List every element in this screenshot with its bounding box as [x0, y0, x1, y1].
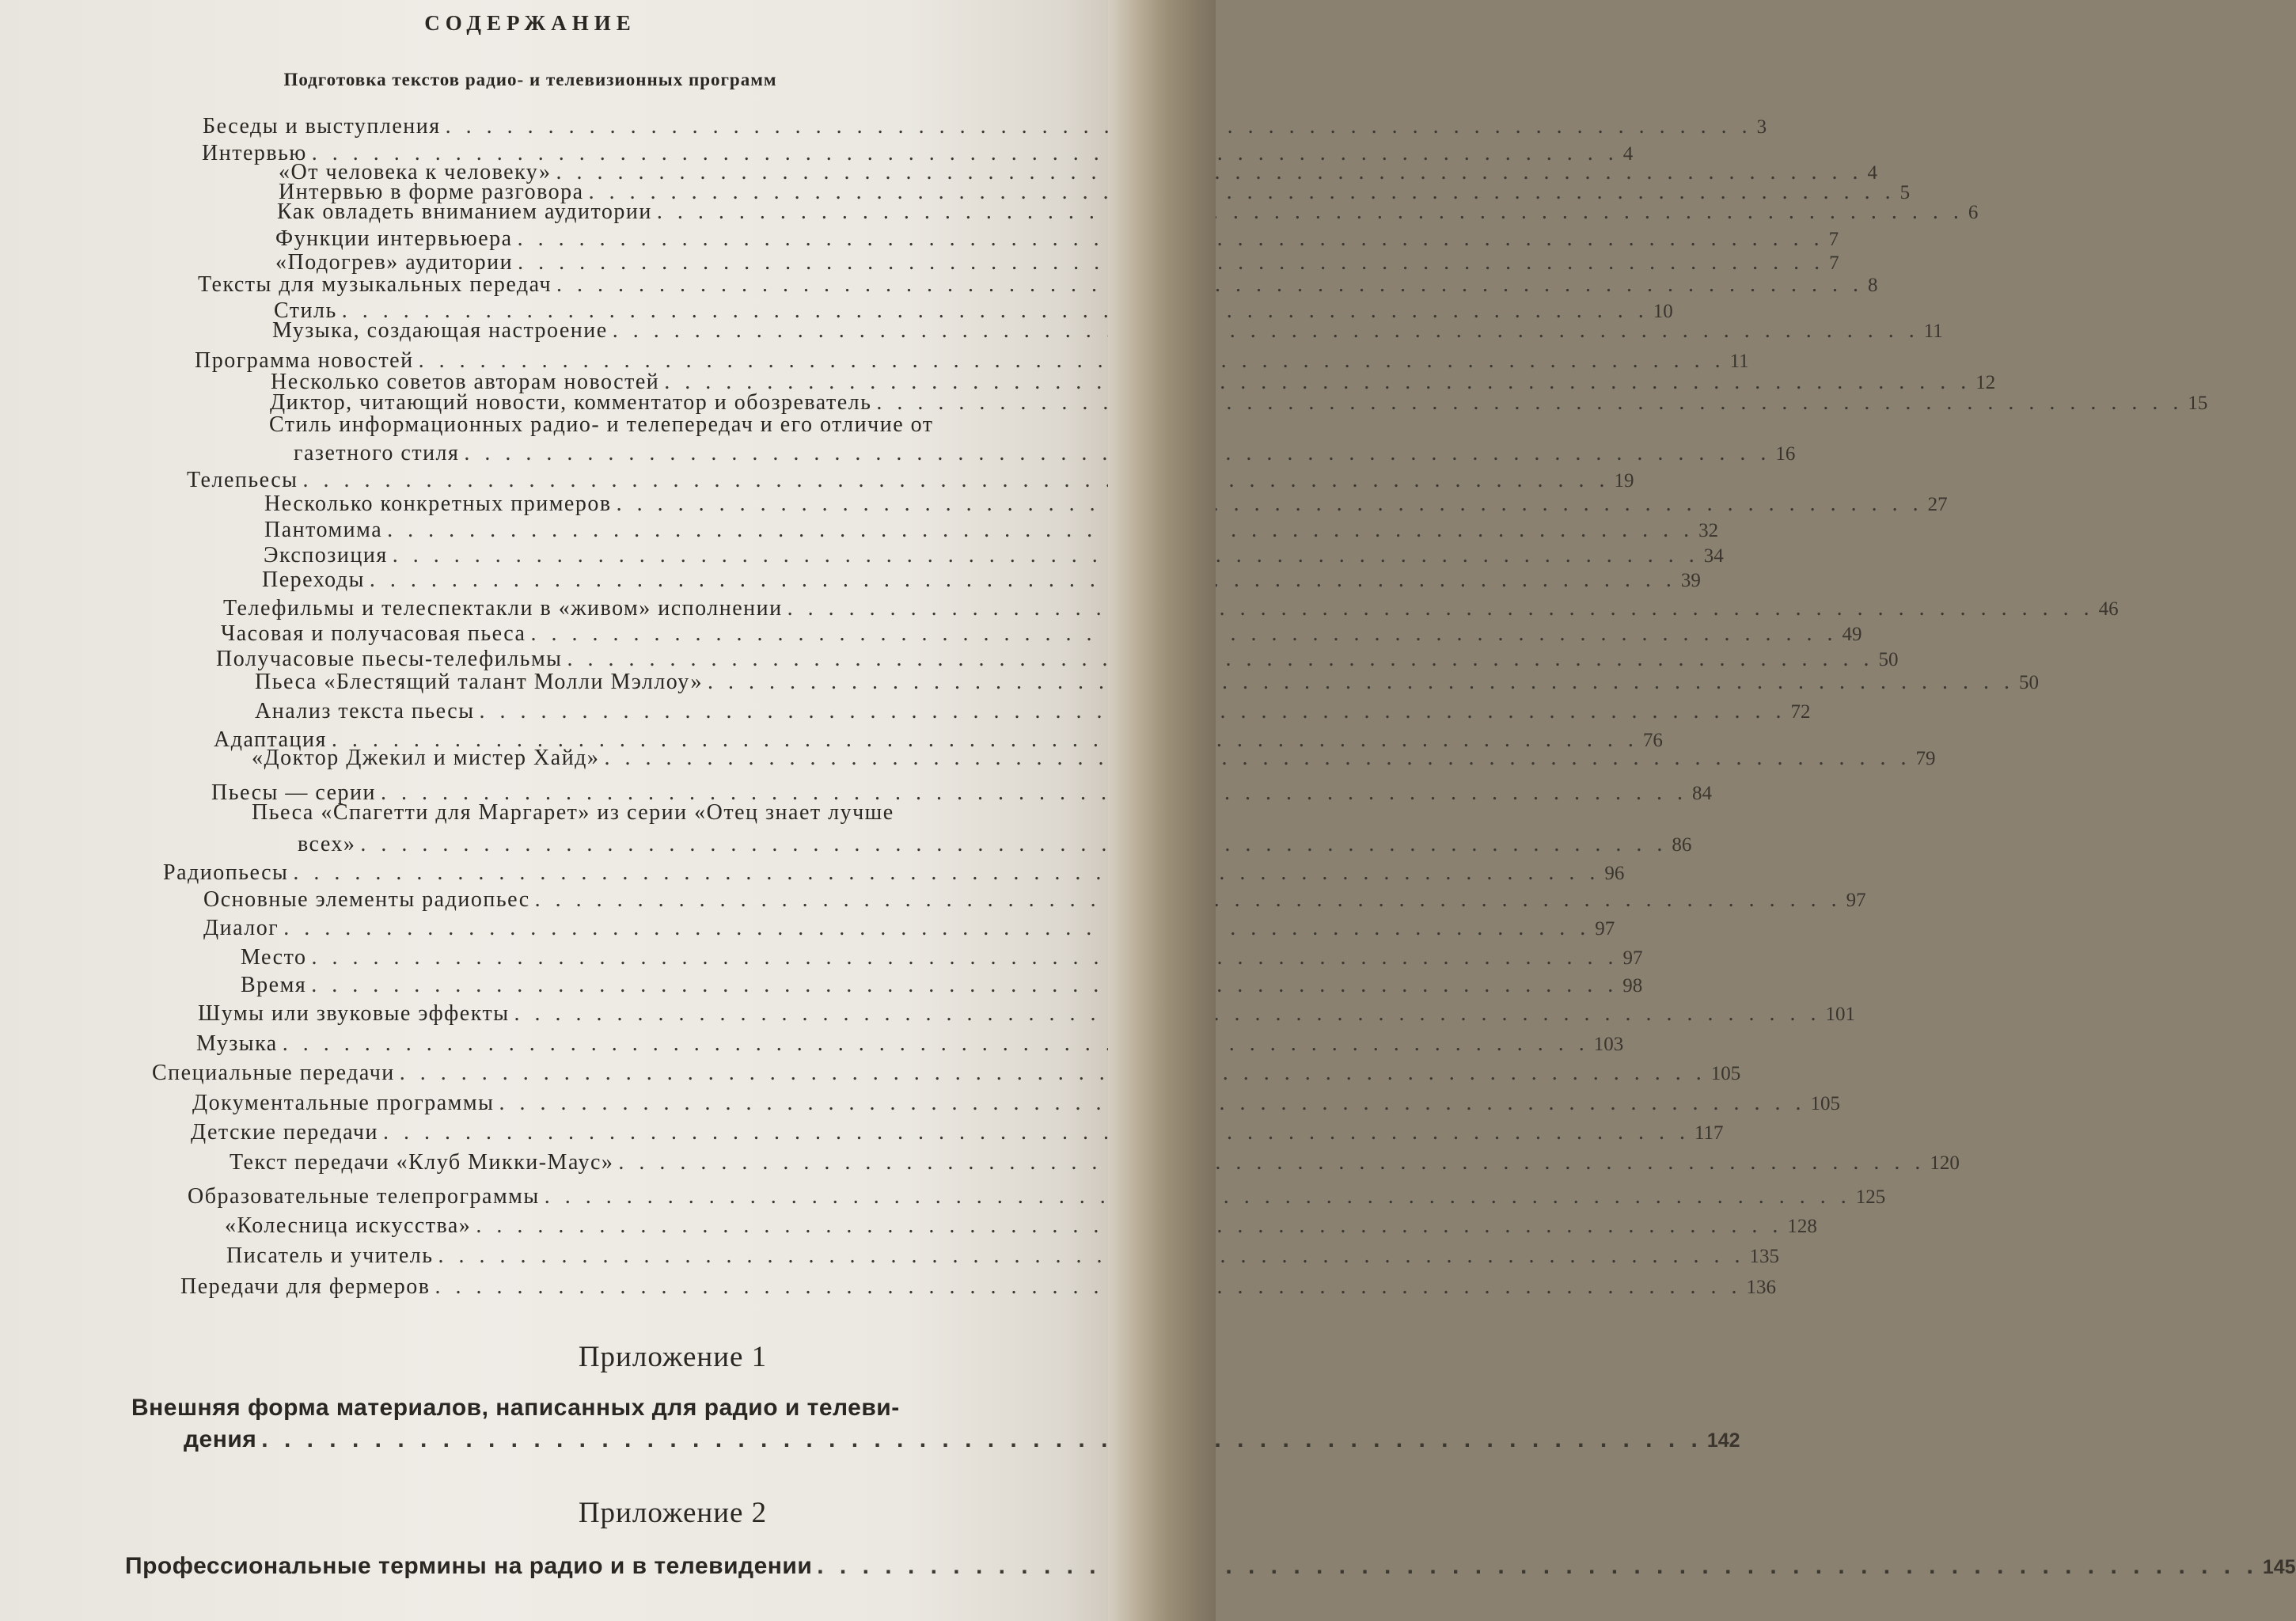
- toc-entry: Часовая и получасовая пьеса . . . 49: [221, 621, 1136, 648]
- toc-entry: Музыка . . . 103: [196, 1031, 1175, 1058]
- toc-entry: Экспозиция . . . 34: [264, 542, 1132, 570]
- page-number: 49: [1842, 624, 1862, 645]
- toc-entry: Шумы или звуковые эффекты . . . 101: [198, 1000, 1173, 1028]
- page-number: 11: [1923, 321, 1943, 342]
- toc-entry-first-line: Пьеса «Спагетти для Маргарет» из серии «Отец знает лучше: [252, 800, 894, 825]
- page-number: 7: [1829, 252, 1839, 274]
- page-number: 6: [1968, 202, 1979, 223]
- toc-entry: Диалог . . . 97: [203, 915, 1169, 943]
- toc-entry: Стиль . . . 10: [274, 298, 1115, 325]
- page-number: 7: [1828, 229, 1839, 250]
- page-number: 120: [1930, 1152, 1960, 1174]
- toc-entry: «Подогрев» аудитории . . . 7: [275, 249, 1097, 277]
- toc-entry: Профессиональные термины на радио и в телевидении . . . 145: [125, 1553, 1124, 1581]
- page-number: 34: [1703, 545, 1724, 567]
- toc-entry: газетного стиля . . . 16: [294, 440, 1124, 468]
- toc-entry: Беседы и выступления . . . 3: [203, 113, 1089, 141]
- toc-entry: «Доктор Джекил и мистер Хайд» . . . 79: [252, 745, 1144, 773]
- toc-entry: Писатель и учитель . . . 135: [226, 1243, 1184, 1270]
- page-number: 105: [1810, 1093, 1840, 1114]
- toc-entry: Несколько советов авторам новостей . . . 12: [271, 369, 1119, 397]
- toc-entry: Место . . . 97: [241, 944, 1170, 972]
- page-number: 79: [1915, 748, 1936, 769]
- page-number: 46: [2098, 598, 2119, 620]
- page-number: 84: [1692, 783, 1713, 804]
- toc-entry: Анализ текста пьесы . . . 72: [255, 698, 1141, 726]
- toc-entry: Пьесы — серии . . . 84: [211, 780, 1158, 807]
- toc-entry-first-line: Стиль информационных радио- и телепередач и его отличие от: [269, 412, 934, 437]
- page-number: 15: [2188, 393, 2208, 414]
- toc-entry: всех» . . . 86: [298, 831, 1163, 859]
- toc-entry: Интервью . . . 4: [202, 140, 1091, 168]
- page-number: 135: [1749, 1246, 1780, 1267]
- toc-entry: Текст передачи «Клуб Микки-Маус» . . . 120: [230, 1149, 1180, 1177]
- page-number: 98: [1622, 975, 1643, 997]
- toc-entry: Основные элементы радиопьес . . . 97: [203, 886, 1167, 914]
- toc-entry: Диктор, читающий новости, комментатор и обозреватель . . . 15: [270, 389, 1120, 417]
- page-number: 10: [1653, 301, 1673, 322]
- page-number: 11: [1729, 351, 1749, 372]
- toc-entry: Получасовые пьесы-телефильмы . . . 50: [216, 646, 1138, 674]
- page-number: 8: [1868, 275, 1878, 296]
- page-number: 97: [1595, 918, 1615, 940]
- page-number: 16: [1775, 443, 1796, 465]
- contents-heading: СОДЕРЖАНИЕ: [424, 11, 636, 35]
- toc-entry: Адаптация . . . 76: [214, 727, 1143, 754]
- toc-entry: Образовательные телепрограммы . . . 125: [188, 1183, 1182, 1211]
- toc-entry: Пьеса «Блестящий талант Молли Мэллоу» . . . 50: [255, 669, 1139, 697]
- page-number: 19: [1614, 470, 1634, 492]
- toc-entry: Несколько конкретных примеров . . . 27: [264, 491, 1128, 518]
- page-number: 145: [2262, 1556, 2296, 1578]
- page-number: 32: [1698, 520, 1719, 541]
- toc-entry: Функции интервьюера . . . 7: [275, 226, 1095, 253]
- toc-entry: Музыка, создающая настроение . . . 11: [272, 317, 1115, 345]
- toc-entry: Переходы . . . 39: [262, 567, 1133, 594]
- page-number: 117: [1694, 1122, 1724, 1144]
- appendix-2-heading: Приложение 2: [578, 1497, 768, 1529]
- page-number: 97: [1622, 947, 1643, 969]
- toc-entry: Документальные программы . . . 105: [192, 1090, 1178, 1118]
- page-number: 5: [1899, 182, 1911, 203]
- page-number: 3: [1756, 116, 1767, 138]
- toc-entry: «Колесница искусства» . . . 128: [225, 1213, 1183, 1240]
- page-number: 72: [1790, 701, 1811, 723]
- toc-entry: Детские передачи . . . 117: [191, 1119, 1179, 1147]
- toc-entry: Программа новостей . . . 11: [195, 347, 1118, 375]
- page-number: 103: [1593, 1034, 1624, 1055]
- page-number: 96: [1604, 863, 1625, 884]
- toc-entry: Телепьесы . . . 19: [187, 467, 1126, 495]
- page-number: 142: [1706, 1429, 1740, 1452]
- page-number: 50: [1878, 649, 1899, 670]
- toc-entry: Время . . . 98: [241, 972, 1171, 1000]
- page-number: 128: [1787, 1216, 1817, 1237]
- toc-entry: «От человека к человеку» . . . 4: [279, 159, 1091, 187]
- page-number: 27: [1927, 494, 1948, 515]
- toc-entry: Специальные передачи . . . 105: [152, 1060, 1176, 1088]
- page-number: 125: [1855, 1186, 1886, 1208]
- page-number: 12: [1975, 372, 1996, 393]
- page-number: 101: [1825, 1004, 1856, 1025]
- page-number: 4: [1867, 162, 1878, 184]
- page-number: 4: [1622, 143, 1634, 165]
- part-title: Подготовка текстов радио- и телевизионных программ: [283, 70, 777, 89]
- page-number: 86: [1672, 834, 1692, 856]
- toc-entry: Телефильмы и телеспектакли в «живом» исполнении . . . 46: [223, 595, 1135, 623]
- toc-entry: Как овладеть вниманием аудитории . . . 6: [277, 199, 1095, 226]
- toc-entry: Радиопьесы . . . 96: [163, 860, 1167, 887]
- page-number: 136: [1746, 1277, 1776, 1298]
- toc-entry: Тексты для музыкальных передач . . . 8: [198, 271, 1098, 299]
- book-spine-shadow: [1108, 0, 1216, 1621]
- toc-entry: дения . . . 142: [184, 1426, 1189, 1454]
- page-number: 50: [2018, 672, 2039, 693]
- page-number: 76: [1642, 730, 1663, 751]
- toc-entry: Интервью в форме разговора . . . 5: [279, 179, 1094, 207]
- appendix-1-title: Внешняя форма материалов, написанных для радио и телеви-: [131, 1395, 900, 1421]
- page-number: 97: [1846, 890, 1866, 911]
- page-number: 105: [1710, 1063, 1741, 1084]
- appendix-1-heading: Приложение 1: [578, 1341, 768, 1373]
- page-number: 39: [1680, 570, 1701, 591]
- toc-entry: Пантомима . . . 32: [264, 517, 1130, 545]
- toc-entry: Передачи для фермеров . . . 136: [180, 1274, 1186, 1301]
